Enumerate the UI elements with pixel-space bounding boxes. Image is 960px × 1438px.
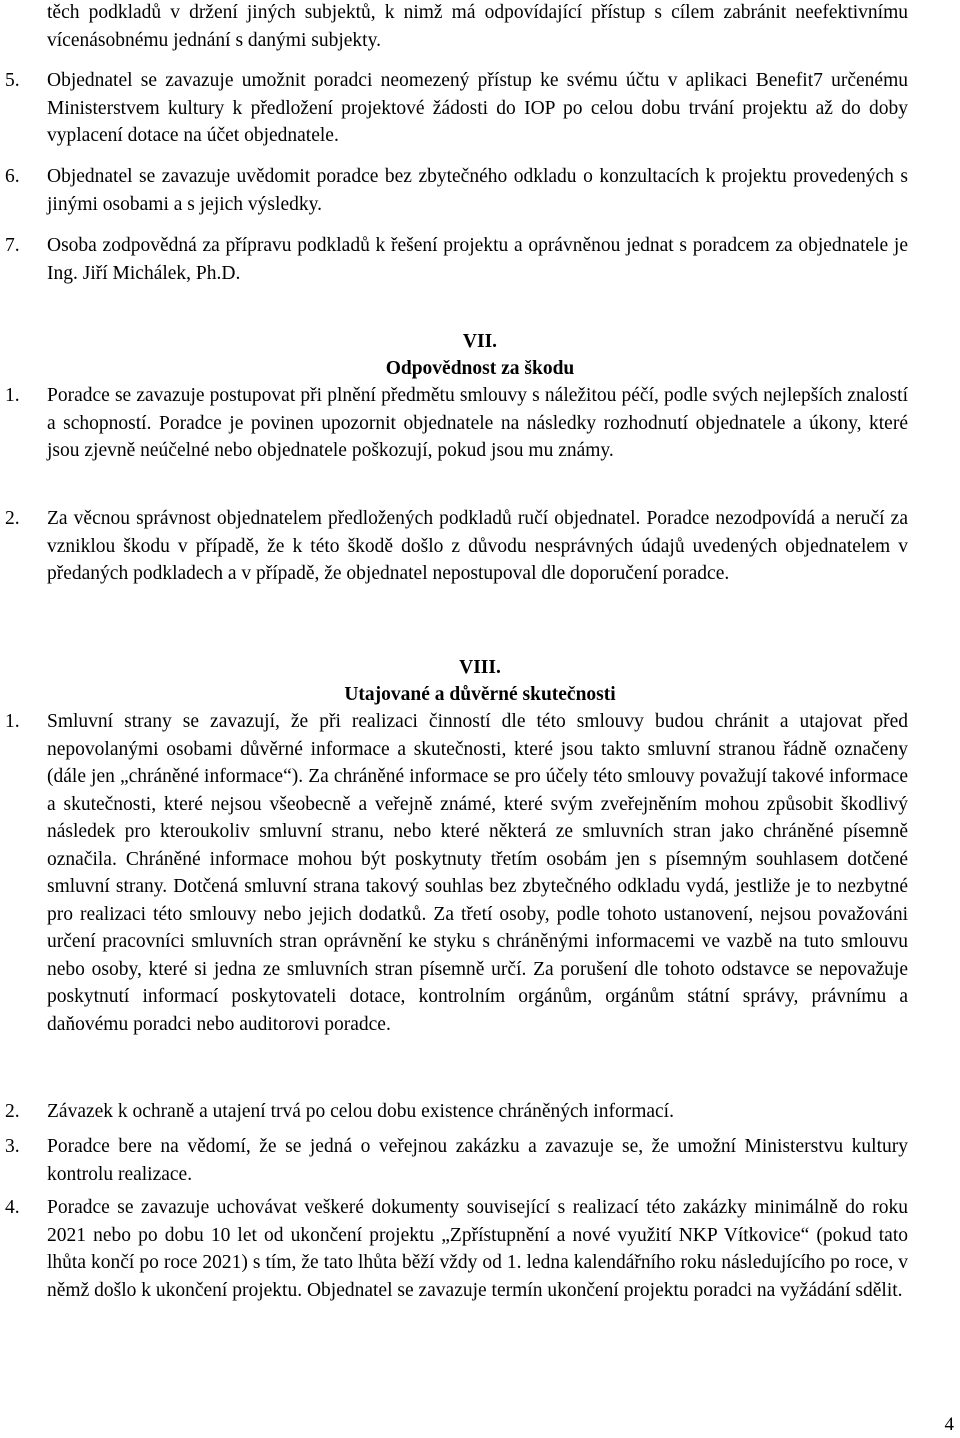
item-number: 7. xyxy=(5,235,20,256)
item-number: 1. xyxy=(5,711,20,732)
section-vii-numeral: VII. xyxy=(462,331,498,352)
list-item xyxy=(0,67,908,150)
section-viii-title: Utajované a důvěrné skutečnosti xyxy=(344,684,616,705)
item-number: 2. xyxy=(5,508,20,529)
list-item xyxy=(0,1098,908,1126)
page-number: 4 xyxy=(944,1413,954,1435)
item-text: Osoba zodpovědná za přípravu podkladů k řešení projektu a oprávněnou jednat s poradcem za objednatele je Ing. Jiří Michálek, Ph.D. xyxy=(47,235,908,284)
item-text: Poradce bere na vědomí, že se jedná o veřejnou zakázku a zavazuje se, že umožní Ministerstvu kultury kontrolu realizace. xyxy=(47,1136,908,1185)
list-item xyxy=(0,382,908,465)
intro-paragraph: těch podkladů v držení jiných subjektů, k nimž má odpovídající přístup s cílem zabránit neefektivnímu vícenásobnému jednání s danými subjekty. xyxy=(47,2,908,51)
item-number: 3. xyxy=(5,1136,20,1157)
list-item xyxy=(0,708,908,1038)
item-text: Za věcnou správnost objednatelem předložených podkladů ručí objednatel. Poradce nezodpovídá a neručí za vzniklou škodu v případě, že k této škodě došlo z důvodu nesprávných údajů uvedených objednatelem v předaných podkladech a v případě, že objednatel nepostupoval dle doporučení poradce. xyxy=(47,508,908,584)
list-item xyxy=(0,163,908,218)
item-text: Objednatel se zavazuje uvědomit poradce bez zbytečného odkladu o konzultacích k projektu provedených s jinými osobami a s jejich výsledky. xyxy=(47,166,908,215)
item-number: 6. xyxy=(5,166,20,187)
item-number: 5. xyxy=(5,70,20,91)
item-number: 4. xyxy=(5,1197,20,1218)
item-text: Poradce se zavazuje uchovávat veškeré dokumenty související s realizací této zakázky minimálně do roku 2021 nebo po dobu 10 let od ukončení projektu „Zpřístupnění a nové využití NKP Vítkovice“ (pokud tato lhůta končí po roce 2021) s tím, že tato lhůta běží vždy od 1. ledna kalendářního roku následujícího po roce, v němž došlo k ukončení projektu. Objednatel se zavazuje termín ukončení projektu poradci na vyžádání sdělit. xyxy=(47,1197,908,1301)
list-item xyxy=(0,232,908,287)
item-number: 2. xyxy=(5,1101,20,1122)
item-number: 1. xyxy=(5,385,20,406)
list-item xyxy=(0,1194,908,1304)
item-text: Smluvní strany se zavazují, že při realizaci činností dle této smlouvy budou chránit a utajovat před nepovolanými osobami důvěrné informace a skutečnosti, které jsou takto smluvní stranou řádně označeny (dále jen „chráněné informace“). Za chráněné informace se pro účely této smlouvy považují takové informace a skutečnosti, které nejsou všeobecně a veřejně známé, které svým zveřejněním mohou způsobit škodlivý následek pro kteroukoliv smluvní stranu, nebo které některá ze smluvních stran jako chráněné písemně označila. Chráněné informace mohou být poskytnuty třetím osobám jen s písemným souhlasem dotčené smluvní strany. Dotčená smluvní strana takový souhlas bez zbytečného odkladu vydá, jestliže je to nezbytné pro realizaci této smlouvy nebo jejich dodatků. Za třetí osoby, podle tohoto ustanovení, nejsou považováni určení pracovníci smluvních stran oprávnění ke styku s chráněnými informacemi ve vazbě na tuto smlouvu nebo osoby, které si jedna ze smluvních stran písemně určí. Za porušení dle tohoto odstavce se nepovažuje poskytnutí informací poskytovateli dotace, kontrolním orgánům, orgánům státní správy, právnímu a daňovému poradci nebo auditorovi poradce. xyxy=(47,711,908,1035)
section-vii-title: Odpovědnost za škodu xyxy=(385,358,575,379)
item-text: Závazek k ochraně a utajení trvá po celou dobu existence chráněných informací. xyxy=(47,1101,674,1122)
item-text: Poradce se zavazuje postupovat při plnění předmětu smlouvy s náležitou péčí, podle svých nejlepších znalostí a schopností. Poradce je povinen upozornit objednatele na následky rozhodnutí objednatele a úkony, které jsou zjevně neúčelné nebo objednatele poškozují, pokud jsou mu známy. xyxy=(47,385,908,461)
section-viii-numeral: VIII. xyxy=(459,657,501,678)
list-item xyxy=(0,1133,908,1188)
item-text: Objednatel se zavazuje umožnit poradci neomezený přístup ke svému účtu v aplikaci Benefit7 určenému Ministerstvem kultury k předložení projektové žádosti do IOP po celou dobu trvání projektu až do doby vyplacení dotace na účet objednatele. xyxy=(47,70,908,146)
list-item xyxy=(0,505,908,588)
